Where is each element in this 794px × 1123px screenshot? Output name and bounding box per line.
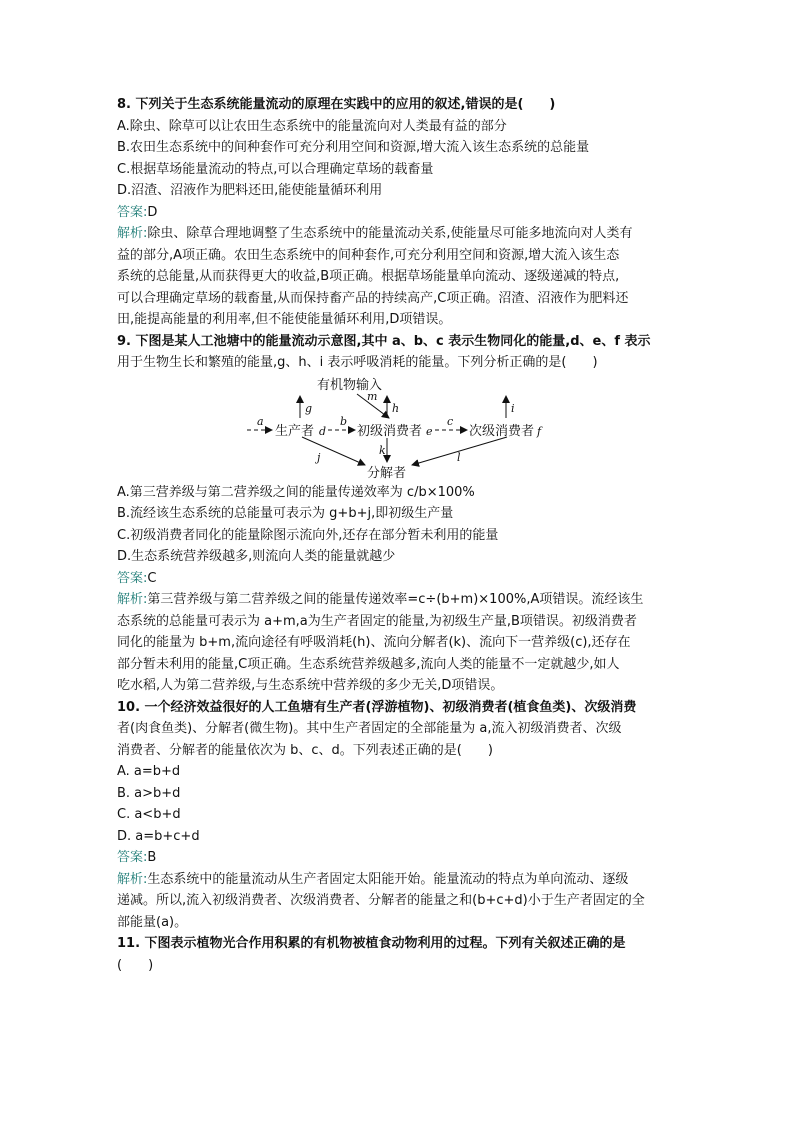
letter-b: b <box>340 414 348 428</box>
q9-option-b: B.流经该生态系统的总能量可表示为 g+b+j,即初级生产量 <box>117 506 454 521</box>
q8-analysis-line: 系统的总能量,从而获得更大的收益,B项正确。根据草场能量单向流动、逐级递减的特点, <box>117 269 620 284</box>
q8-analysis-line: 可以合理确定草场的载畜量,从而保持畜产品的持续高产,C项正确。沼渣、沼液作为肥料还 <box>117 290 629 306</box>
q10-option-d: D. a=b+c+d <box>117 828 200 844</box>
letter-h: h <box>392 401 400 415</box>
q8-option-d: D.沼渣、沼液作为肥料还田,能使能量循环利用 <box>117 183 383 198</box>
analysis-text: 生态系统中的能量流动从生产者固定太阳能开始。能量流动的特点为单向流动、逐级 <box>147 871 629 887</box>
q11-stem-text: 11. 下图表示植物光合作用积累的有机物被植食动物利用的过程。下列有关叙述正确的是 <box>117 936 626 951</box>
q9-option-a: A.第三营养级与第二营养级之间的能量传递效率为 c/b×100% <box>117 484 475 500</box>
question-page <box>117 94 682 976</box>
answer-label: 答案: <box>117 850 148 865</box>
producer-label: 生产者 <box>275 423 315 439</box>
q9-stem-text: 9. 下图是某人工池塘中的能量流动示意图,其中 a、b、c 表示生物同化的能量,d、e、f 表示 <box>117 333 651 349</box>
q9-stem-line <box>117 331 682 353</box>
energy-flow-diagram <box>117 374 682 482</box>
q8-option-b: B.农田生态系统中的间种套作可充分利用空间和资源,增大流入该生态系统的总能量 <box>117 140 590 155</box>
q9-analysis-line <box>117 589 682 611</box>
analysis-label: 解析: <box>117 226 148 241</box>
letter-k: k <box>379 443 386 457</box>
letter-l: l <box>457 450 461 464</box>
letter-j: j <box>317 450 321 464</box>
q8-stem: 8. 下列关于生态系统能量流动的原理在实践中的应用的叙述,错误的是( ) <box>117 97 556 112</box>
q10-option-c: C. a<b+d <box>117 807 181 822</box>
letter-c: c <box>447 414 454 428</box>
analysis-label: 解析: <box>117 871 148 887</box>
q9-analysis-line: 同化的能量为 b+m,流向途径有呼吸消耗(h)、流向分解者(k)、流向下一营养级(c),还存在 <box>117 635 631 650</box>
q8-answer <box>117 202 682 224</box>
q8-option-a: A.除虫、除草可以让农田生态系统中的能量流向对人类最有益的部分 <box>117 118 507 134</box>
q9-option-d: D.生态系统营养级越多,则流向人类的能量就越少 <box>117 549 396 564</box>
q11-stem-line: ( ) <box>117 957 154 973</box>
answer-value: B <box>147 850 157 865</box>
q8-analysis-line <box>117 223 682 245</box>
q9-stem-line: 用于生物生长和繁殖的能量,g、h、i 表示呼吸消耗的能量。下列分析正确的是( ) <box>117 355 598 370</box>
q10-analysis-line: 递减。所以,流入初级消费者、次级消费者、分解者的能量之和(b+c+d)小于生产者固定的全 <box>117 893 645 908</box>
q8-option-c: C.根据草场能量流动的特点,可以合理确定草场的载畜量 <box>117 161 434 177</box>
q10-stem-line: 消费者、分解者的能量依次为 b、c、d。下列表述正确的是( ) <box>117 742 493 758</box>
q8-analysis-line: 田,能提高能量的利用率,但不能使能量循环利用,D项错误。 <box>117 312 452 327</box>
q10-analysis-line <box>117 869 682 891</box>
energy-flow-svg <box>117 374 682 482</box>
answer-value: C <box>147 570 157 586</box>
letter-d: d <box>319 424 327 438</box>
decomposer-label: 分解者 <box>367 465 407 481</box>
answer-label: 答案: <box>117 570 148 586</box>
q8-analysis-line: 益的部分,A项正确。农田生态系统中的间种套作,可充分利用空间和资源,增大流入该生态 <box>117 247 620 263</box>
letter-g: g <box>305 401 313 415</box>
primary-consumer-label: 初级消费者 <box>357 423 423 439</box>
q10-stem-line <box>117 697 682 719</box>
q10-answer <box>117 847 682 869</box>
arrow-j <box>302 437 365 465</box>
analysis-text: 第三营养级与第二营养级之间的能量传递效率=c÷(b+m)×100%,A项错误。流经该生 <box>147 592 644 607</box>
q9-analysis-line: 态系统的总能量可表示为 a+m,a为生产者固定的能量,为初级生产量,B项错误。初级消费者 <box>117 613 637 629</box>
q10-option-b: B. a>b+d <box>117 785 181 801</box>
q9-answer <box>117 568 682 590</box>
letter-m: m <box>367 389 378 403</box>
q11-stem-line <box>117 933 682 955</box>
organic-input-label: 有机物输入 <box>317 377 383 393</box>
secondary-consumer-label: 次级消费者 <box>469 423 535 439</box>
answer-label: 答案: <box>117 204 148 220</box>
letter-f: f <box>537 424 542 438</box>
analysis-text: 除虫、除草合理地调整了生态系统中的能量流动关系,使能量尽可能多地流向对人类有 <box>147 226 633 241</box>
q9-analysis-line: 部分暂未利用的能量,C项正确。生态系统营养级越多,流向人类的能量不一定就越少,如人 <box>117 656 620 672</box>
q10-option-a: A. a=b+d <box>117 764 181 779</box>
answer-value: D <box>147 204 158 220</box>
analysis-label: 解析: <box>117 592 148 607</box>
q10-stem-line: 者(肉食鱼类)、分解者(微生物)。其中生产者固定的全部能量为 a,流入初级消费者、次级 <box>117 721 622 736</box>
letter-i: i <box>511 401 515 415</box>
q9-option-c: C.初级消费者同化的能量除图示流向外,还存在部分暂未利用的能量 <box>117 527 499 543</box>
letter-e: e <box>426 424 433 438</box>
q10-analysis-line: 部能量(a)。 <box>117 914 188 930</box>
q9-analysis-line: 吃水稻,人为第二营养级,与生态系统中营养级的多少无关,D项错误。 <box>117 678 504 693</box>
q10-stem-text: 10. 一个经济效益很好的人工鱼塘有生产者(浮游植物)、初级消费者(植食鱼类)、次级消费 <box>117 699 637 715</box>
letter-a: a <box>257 414 264 428</box>
